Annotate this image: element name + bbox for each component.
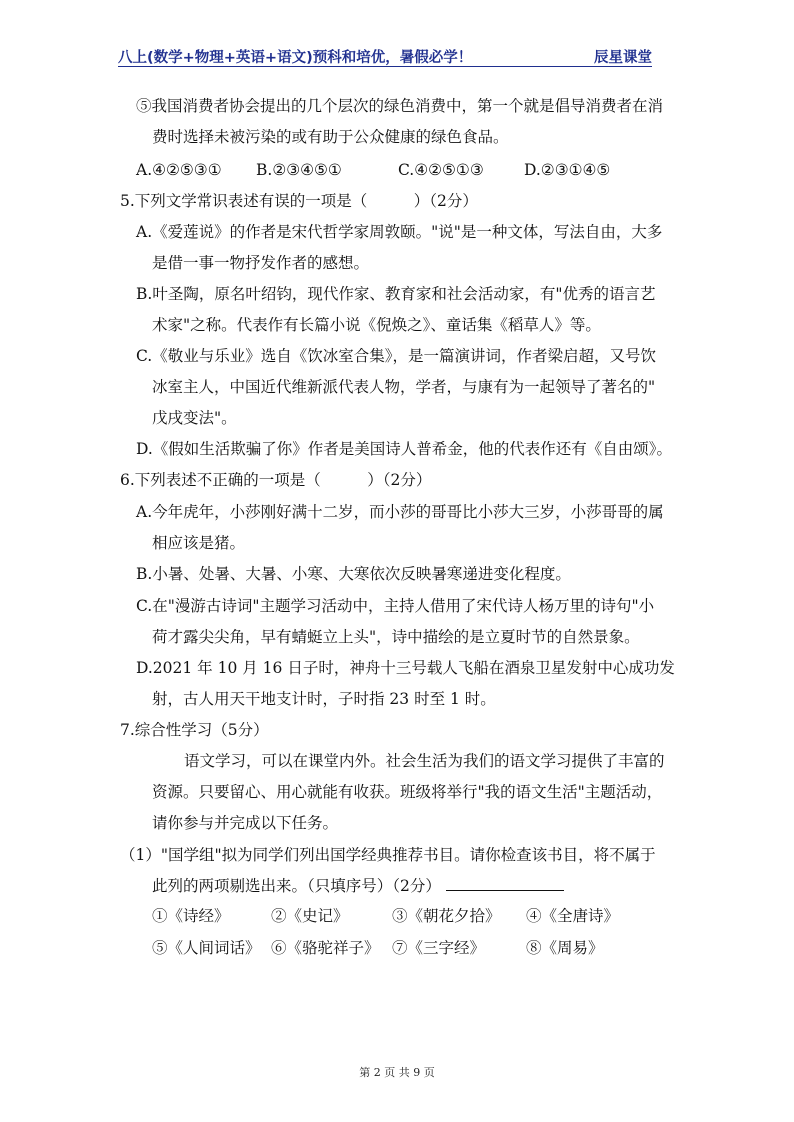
q5-option-c-line3: 戊戌变法"。 bbox=[152, 409, 237, 427]
book-item-1: ①《诗经》 bbox=[152, 907, 230, 925]
q7-sub1-line1: （1）"国学组"拟为同学们列出国学经典推荐书目。请你检查该书目，将不属于 bbox=[120, 846, 656, 864]
page-footer: 第 2 页 共 9 页 bbox=[359, 1066, 435, 1079]
q5-option-a-line2: 是借一事一物抒发作者的感想。 bbox=[152, 254, 370, 272]
q5-option-a-line1: A.《爱莲说》的作者是宋代哲学家周敦颐。"说"是一种文体，写法自由，大多 bbox=[136, 223, 663, 241]
header-title: 八上(数学+物理+英语+语文)预科和培优，暑假必学！ bbox=[118, 50, 473, 66]
q6-option-c-line2: 荷才露尖尖角，早有蜻蜓立上头"，诗中描绘的是立夏时节的自然景象。 bbox=[152, 628, 640, 646]
q6-option-d-line2: 射，古人用天干地支计时，子时指 23 时至 1 时。 bbox=[152, 690, 496, 708]
page-header bbox=[118, 46, 652, 68]
q5-stem: 5.下列文学常识表述有误的一项是（ ）（2分） bbox=[120, 192, 478, 210]
book-item-5: ⑤《人间词话》 bbox=[152, 939, 261, 957]
q6-stem: 6.下列表述不正确的一项是（ ）（2分） bbox=[120, 471, 432, 489]
book-item-6: ⑥《骆驼祥子》 bbox=[271, 939, 380, 957]
q6-option-a-line2: 相应该是猪。 bbox=[152, 534, 246, 552]
q4-option-d: D.②③①④⑤ bbox=[524, 161, 611, 179]
q6-option-d-line1: D.2021 年 10 月 16 日子时，神舟十三号载人飞船在酒泉卫星发射中心成功发 bbox=[136, 659, 675, 677]
q5-option-d-line1: D.《假如生活欺骗了你》作者是美国诗人普希金，他的代表作还有《自由颂》。 bbox=[136, 440, 673, 458]
q7-sub1-line2-text: 此列的两项剔选出来。（只填序号）（2分） bbox=[152, 877, 441, 895]
header-rule bbox=[118, 66, 652, 67]
book-item-8: ⑧《周易》 bbox=[526, 939, 604, 957]
q4-option-b: B.②③④⑤① bbox=[256, 161, 342, 179]
q7-sub1-line2 bbox=[152, 876, 564, 896]
q6-option-b-line1: B.小暑、处暑、大暑、小寒、大寒依次反映暑寒递进变化程度。 bbox=[136, 565, 571, 583]
q6-option-a-line1: A.今年虎年，小莎刚好满十二岁，而小莎的哥哥比小莎大三岁，小莎哥哥的属 bbox=[136, 503, 664, 521]
q4-item5-line2: 费时选择未被污染的或有助于公众健康的绿色食品。 bbox=[152, 128, 509, 146]
answer-blank[interactable] bbox=[446, 876, 564, 891]
book-item-4: ④《全唐诗》 bbox=[526, 907, 620, 925]
q7-intro-line3: 请你参与并完成以下任务。 bbox=[152, 814, 339, 832]
q4-option-a: A.④②⑤③① bbox=[136, 161, 222, 179]
book-item-7: ⑦《三字经》 bbox=[392, 939, 486, 957]
q5-option-b-line1: B.叶圣陶，原名叶绍钧，现代作家、教育家和社会活动家，有"优秀的语言艺 bbox=[136, 285, 656, 303]
header-brand: 辰星课堂 bbox=[594, 50, 652, 66]
book-item-3: ③《朝花夕拾》 bbox=[392, 907, 501, 925]
q6-option-c-line1: C.在"漫游古诗词"主题学习活动中，主持人借用了宋代诗人杨万里的诗句"小 bbox=[136, 597, 655, 615]
book-item-2: ②《史记》 bbox=[271, 907, 349, 925]
q4-item5-line1: ⑤我国消费者协会提出的几个层次的绿色消费中，第一个就是倡导消费者在消 bbox=[136, 97, 664, 115]
q7-intro-line2: 资源。只要留心、用心就能有收获。班级将举行"我的语文生活"主题活动， bbox=[152, 783, 663, 801]
q5-option-b-line2: 术家"之称。代表作有长篇小说《倪焕之》、童话集《稻草人》等。 bbox=[152, 316, 601, 334]
q7-stem: 7.综合性学习（5分） bbox=[120, 721, 269, 739]
q5-option-c-line1: C.《敬业与乐业》选自《饮冰室合集》，是一篇演讲词，作者梁启超，又号饮 bbox=[136, 347, 656, 365]
q7-intro-line1: 语文学习，可以在课堂内外。社会生活为我们的语文学习提供了丰富的 bbox=[184, 752, 665, 770]
q5-option-c-line2: 冰室主人，中国近代维新派代表人物，学者，与康有为一起领导了著名的" bbox=[152, 378, 656, 396]
q4-option-c: C.④②⑤①③ bbox=[398, 161, 484, 179]
